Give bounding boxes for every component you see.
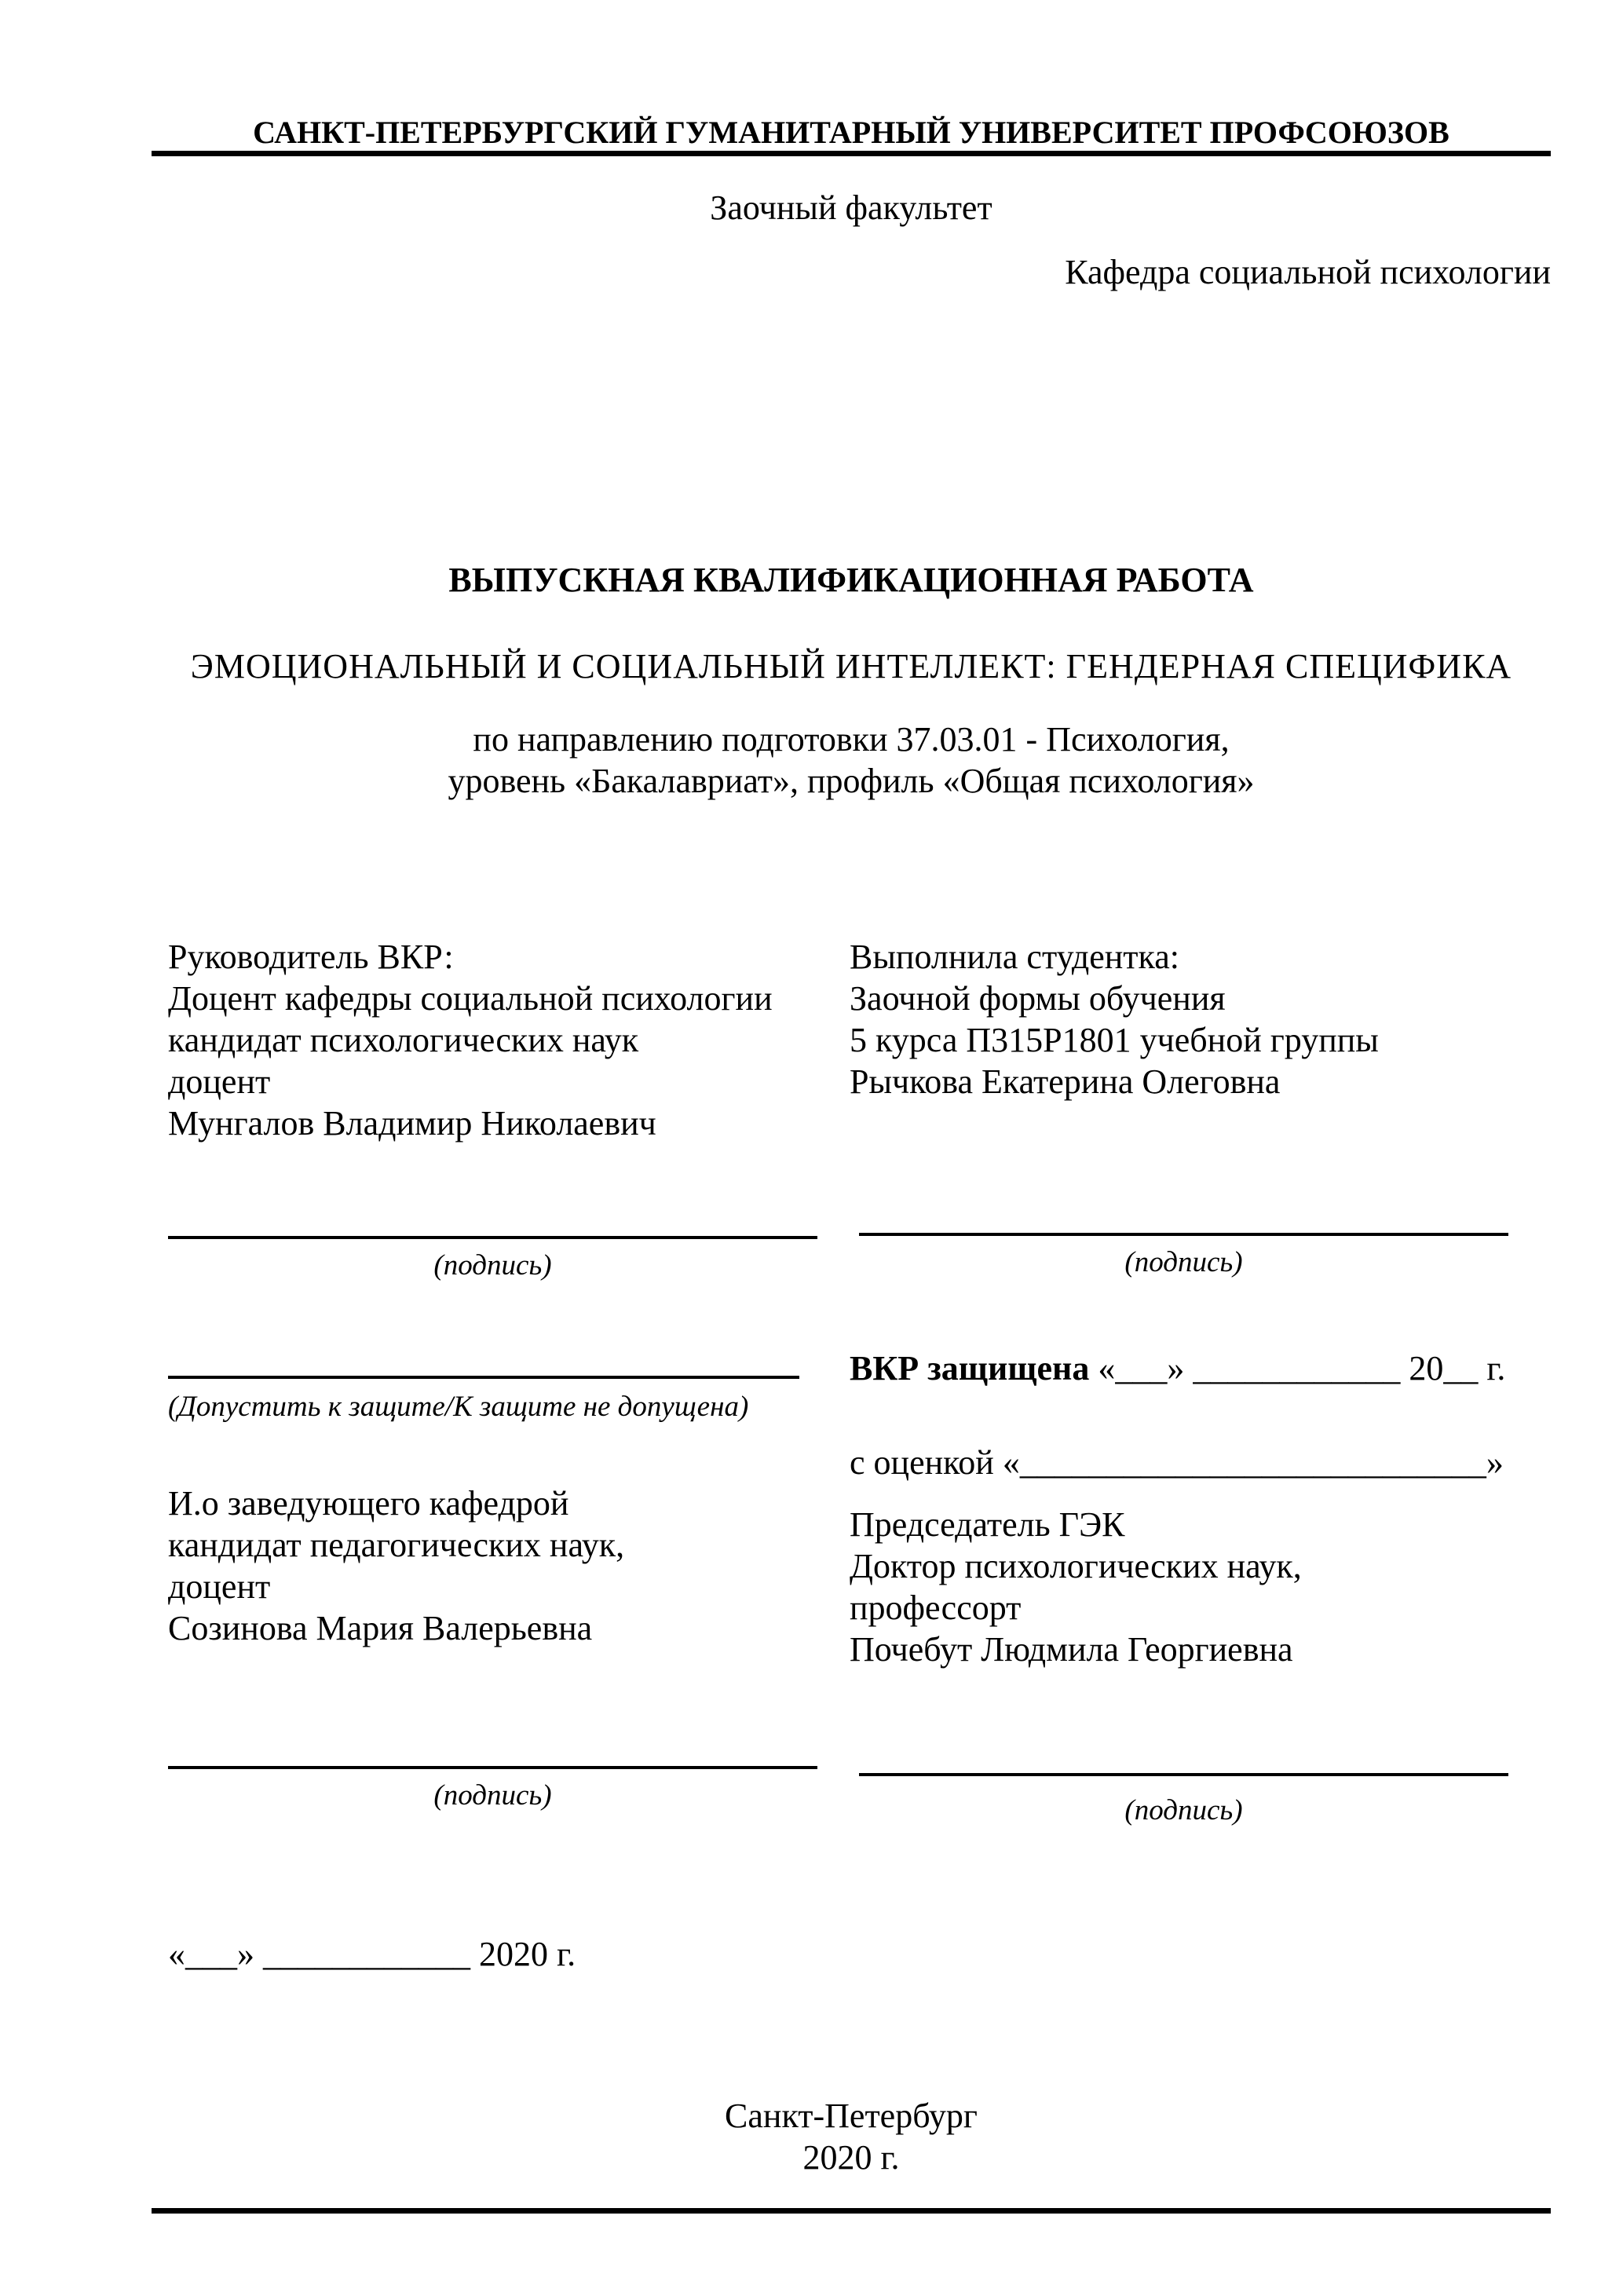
student-signature-line	[859, 1233, 1508, 1236]
committee-chair-block	[850, 1504, 1302, 1670]
bottom-rule	[152, 2208, 1551, 2214]
university-name: САНКТ-ПЕТЕРБУРГСКИЙ ГУМАНИТАРНЫЙ УНИВЕРСИТЕТ ПРОФСОЮЗОВ	[253, 115, 1449, 150]
defense-defended-blanks: «___» ____________ 20__ г.	[1089, 1349, 1506, 1387]
defense-defended-line	[850, 1347, 1505, 1389]
student-block	[850, 936, 1379, 1102]
work-type-title: ВЫПУСКНАЯ КВАЛИФИКАЦИОННАЯ РАБОТА	[448, 561, 1254, 599]
supervisor-name: Мунгалов Владимир Николаевич	[168, 1104, 656, 1143]
admission-date-line: «___» ____________ 2020 г.	[168, 1935, 576, 1973]
thesis-title: ЭМОЦИОНАЛЬНЫЙ И СОЦИАЛЬНЫЙ ИНТЕЛЛЕКТ: ГЕНДЕРНАЯ СПЕЦИФИКА	[190, 647, 1512, 686]
chair-name: Почебут Людмила Георгиевна	[850, 1630, 1293, 1669]
supervisor-signature-caption: (подпись)	[433, 1249, 552, 1281]
supervisor-label: Руководитель ВКР:	[168, 938, 454, 976]
head-name: Созинова Мария Валерьевна	[168, 1609, 593, 1647]
head-signature-line	[168, 1766, 817, 1769]
head-degree: кандидат педагогических наук,	[168, 1526, 625, 1564]
department-head-block	[168, 1483, 624, 1649]
chair-rank: профессорт	[850, 1589, 1022, 1627]
program-line-1: по направлению подготовки 37.03.01 - Психология,	[473, 720, 1230, 759]
student-study-form: Заочной формы обучения	[850, 979, 1226, 1018]
student-group: 5 курса П315Р1801 учебной группы	[850, 1021, 1379, 1059]
defense-grade-line: с оценкой «___________________________»	[850, 1443, 1504, 1482]
admission-caption: (Допустить к защите/К защите не допущена)	[168, 1391, 749, 1423]
student-name: Рычкова Екатерина Олеговна	[850, 1062, 1281, 1101]
chair-signature-caption: (подпись)	[1124, 1794, 1243, 1826]
supervisor-block	[168, 936, 773, 1144]
supervisor-degree: кандидат психологических наук	[168, 1021, 639, 1059]
student-signature-caption: (подпись)	[1124, 1246, 1243, 1278]
chair-signature-line	[859, 1773, 1508, 1776]
defense-defended-label: ВКР защищена	[850, 1349, 1090, 1387]
faculty-name: Заочный факультет	[710, 188, 992, 227]
supervisor-rank: доцент	[168, 1062, 271, 1101]
student-label: Выполнила студентка:	[850, 938, 1179, 976]
head-label: И.о заведующего кафедрой	[168, 1484, 569, 1523]
city-name: Санкт-Петербург	[725, 2097, 978, 2135]
admission-signature-line	[168, 1376, 799, 1379]
year-line: 2020 г.	[802, 2138, 900, 2177]
department-name: Кафедра социальной психологии	[1065, 253, 1551, 291]
program-line-2: уровень «Бакалавриат», профиль «Общая психология»	[448, 762, 1255, 800]
top-rule	[152, 151, 1551, 156]
chair-label: Председатель ГЭК	[850, 1505, 1125, 1544]
supervisor-position: Доцент кафедры социальной психологии	[168, 979, 773, 1018]
chair-degree: Доктор психологических наук,	[850, 1547, 1302, 1585]
head-signature-caption: (подпись)	[433, 1779, 552, 1812]
head-rank: доцент	[168, 1567, 271, 1606]
supervisor-signature-line	[168, 1236, 817, 1239]
